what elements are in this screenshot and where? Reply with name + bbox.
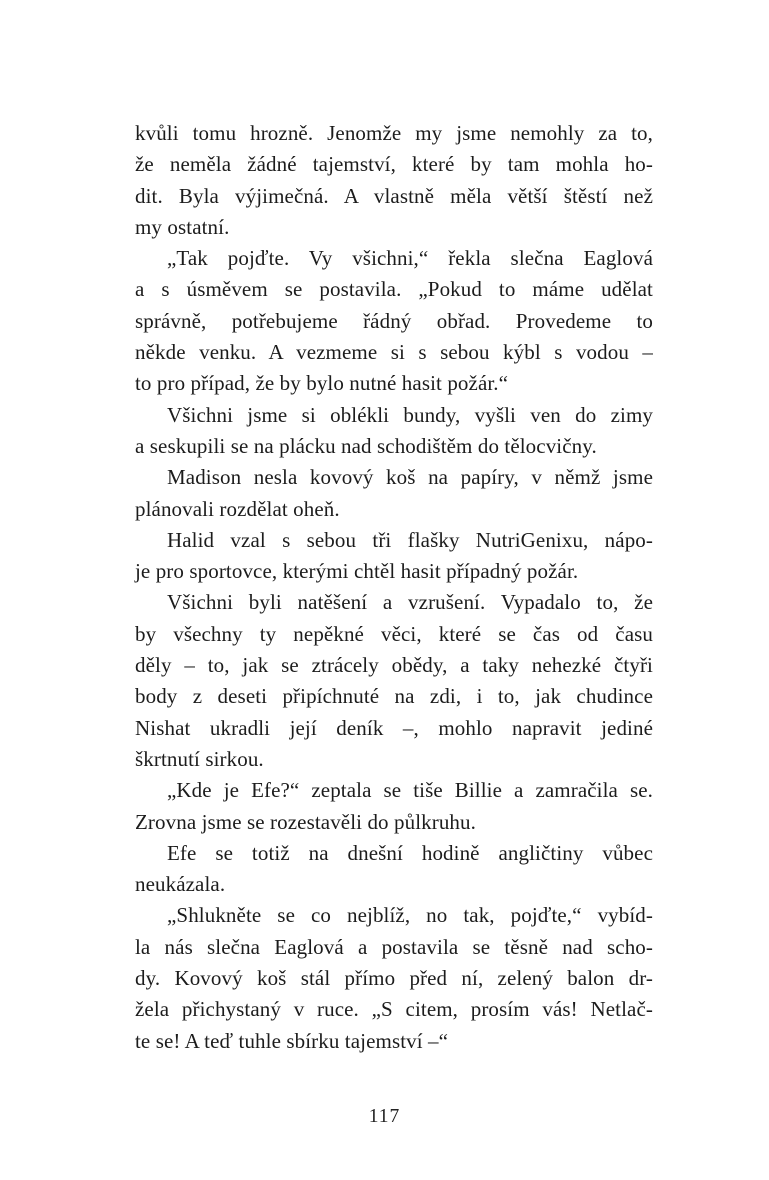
paragraph: [135, 587, 653, 775]
paragraph: [135, 838, 653, 901]
text-line: plánovali rozdělat oheň.: [135, 496, 340, 521]
paragraph: [135, 118, 653, 243]
text-line: Nishat ukradli její deník –, mohlo napravit jediné: [135, 715, 653, 740]
text-line: te se! A teď tuhle sbírku tajemství –“: [135, 1028, 449, 1053]
text-line: škrtnutí sirkou.: [135, 746, 264, 771]
text-line: někde venku. A vezmeme si s sebou kýbl s vodou –: [135, 340, 653, 365]
page-number: 117: [368, 1106, 401, 1127]
text-line: kvůli tomu hrozně. Jenomže my jsme nemohly za to,: [135, 121, 653, 145]
text-line: dit. Byla výjimečná. A vlastně měla větší štěstí než: [135, 183, 653, 208]
text-line: Madison nesla kovový koš na papíry, v němž jsme: [167, 465, 653, 490]
text-line: neukázala.: [135, 872, 226, 897]
text-line: by všechny ty nepěkné věci, které se čas od času: [135, 621, 653, 646]
text-line: děly – to, jak se ztrácely obědy, a taky nehezké čtyři: [135, 653, 653, 678]
text-line: Všichni byli natěšení a vzrušení. Vypadalo to, že: [167, 590, 653, 615]
text-line: „Tak pojďte. Vy všichni,“ řekla slečna Eaglová: [167, 246, 653, 271]
book-page-text: [135, 118, 653, 1057]
paragraph: [135, 462, 653, 525]
text-line: že neměla žádné tajemství, které by tam mohla ho-: [135, 152, 653, 177]
text-line: správně, potřebujeme řádný obřad. Provedeme to: [135, 308, 653, 333]
text-line: Zrovna jsme se rozestavěli do půlkruhu.: [135, 809, 476, 834]
text-line: žela přichystaný v ruce. „S citem, prosím vás! Netlač-: [135, 997, 653, 1022]
text-line: je pro sportovce, kterými chtěl hasit případný požár.: [135, 559, 579, 584]
text-line: a s úsměvem se postavila. „Pokud to máme udělat: [135, 277, 653, 302]
paragraph: [135, 775, 653, 838]
text-line: Všichni jsme si oblékli bundy, vyšli ven do zimy: [167, 402, 653, 427]
text-line: la nás slečna Eaglová a postavila se těsně nad scho-: [135, 934, 653, 959]
paragraph: [135, 400, 653, 463]
text-line: to pro případ, že by bylo nutné hasit požár.“: [135, 371, 509, 396]
paragraph: [135, 900, 653, 1056]
text-line: „Shlukněte se co nejblíž, no tak, pojďte,“ vybíd-: [167, 903, 653, 928]
text-line: Halid vzal s sebou tři flašky NutriGenixu, nápo-: [167, 527, 653, 552]
paragraph: [135, 525, 653, 588]
text-line: my ostatní.: [135, 214, 230, 239]
paragraph: [135, 243, 653, 399]
text-line: „Kde je Efe?“ zeptala se tiše Billie a zamračila se.: [167, 778, 653, 803]
text-line: dy. Kovový koš stál přímo před ní, zelený balon dr-: [135, 966, 653, 991]
text-line: body z deseti připíchnuté na zdi, i to, jak chudince: [135, 684, 653, 709]
text-line: a seskupili se na plácku nad schodištěm do tělocvičny.: [135, 433, 597, 458]
text-line: Efe se totiž na dnešní hodině angličtiny vůbec: [167, 840, 653, 865]
